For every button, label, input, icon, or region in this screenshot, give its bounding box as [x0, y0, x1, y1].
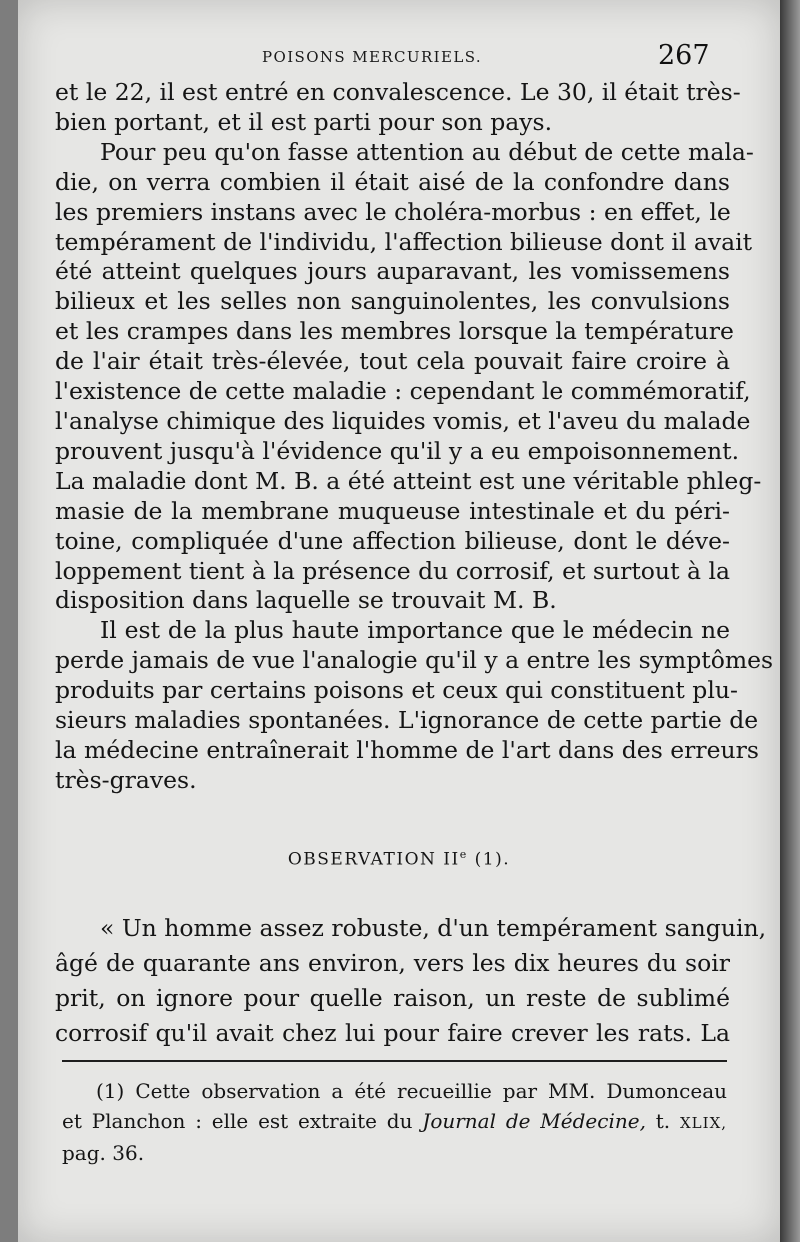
running-head: [18, 36, 780, 76]
text-line: Il est de la plus haute importance que le médecin ne: [100, 616, 730, 645]
text-line: masie de la membrane muqueuse intestinale et du péri-: [55, 496, 730, 525]
scan-edge: [780, 0, 800, 1242]
footnote-rule: [62, 1060, 727, 1062]
page-number: 267: [658, 40, 710, 71]
footnote-line: [62, 1106, 727, 1138]
text-line: die, on verra combien il était aisé de la confondre dans: [55, 167, 730, 196]
observation-heading-note: (1).: [474, 849, 511, 870]
observation-heading-superscript: e: [459, 848, 468, 861]
text-line: prit, on ignore pour quelle raison, un reste de sublimé: [55, 984, 730, 1012]
text-line: la médecine entraînerait l'homme de l'art dans des erreurs: [55, 735, 759, 764]
footnote-text: et Planchon : elle est extraite du: [62, 1109, 423, 1133]
footnote-text: t.: [645, 1109, 680, 1133]
text-line: prouvent jusqu'à l'évidence qu'il y a eu empoisonnement.: [55, 436, 740, 465]
text-line: La maladie dont M. B. a été atteint est une véritable phleg-: [55, 466, 762, 495]
text-line: l'existence de cette maladie : cependant le commémoratif,: [55, 377, 751, 406]
observation-text: [55, 911, 767, 1051]
observation-heading-text: OBSERVATION II: [287, 849, 460, 870]
text-line: loppement tient à la présence du corrosif, et surtout à la: [55, 556, 730, 585]
body-text: [55, 78, 774, 796]
footnote-line: (1) Cette observation a été recueillie par MM. Dumonceau: [96, 1079, 727, 1103]
text-line: les premiers instans avec le choléra-morbus : en effet, le: [55, 197, 731, 226]
text-line: l'analyse chimique des liquides vomis, et l'aveu du malade: [55, 406, 751, 435]
text-line: disposition dans laquelle se trouvait M. B.: [55, 586, 557, 615]
running-title: POISONS MERCURIELS.: [262, 48, 483, 66]
book-page: [18, 0, 780, 1242]
text-line: âgé de quarante ans environ, vers les dix heures du soir: [55, 949, 730, 977]
text-line: Pour peu qu'on fasse attention au début de cette mala-: [100, 137, 754, 166]
text-line: bien portant, et il est parti pour son pays.: [55, 107, 553, 136]
text-line: bilieux et les selles non sanguinolentes, les convulsions: [55, 287, 730, 316]
text-line: produits par certains poisons et ceux qui constituent plu-: [55, 676, 738, 705]
text-line: et les crampes dans les membres lorsque la température: [55, 317, 734, 346]
text-line: de l'air était très-élevée, tout cela pouvait faire croire à: [55, 347, 730, 376]
text-line: tempérament de l'individu, l'affection bilieuse dont il avait: [55, 227, 753, 256]
text-line: « Un homme assez robuste, d'un tempérament sanguin,: [100, 914, 767, 942]
journal-title: Journal de Médecine,: [422, 1109, 646, 1133]
text-line: perde jamais de vue l'analogie qu'il y a entre les symptômes: [55, 646, 774, 675]
footnote-line: pag. 36.: [62, 1141, 145, 1165]
text-line: sieurs maladies spontanées. L'ignorance de cette partie de: [55, 706, 759, 735]
text-line: toine, compliquée d'une affection bilieuse, dont le déve-: [55, 526, 730, 555]
text-line: corrosif qu'il avait chez lui pour faire crever les rats. La: [55, 1019, 730, 1047]
text-line: très-graves.: [55, 765, 197, 794]
observation-heading: [18, 848, 780, 870]
text-line: été atteint quelques jours auparavant, les vomissemens: [55, 257, 730, 286]
volume-number: XLIX,: [680, 1114, 728, 1132]
footnote: [62, 1076, 727, 1168]
text-line: et le 22, il est entré en convalescence. Le 30, il était très-: [55, 78, 741, 106]
